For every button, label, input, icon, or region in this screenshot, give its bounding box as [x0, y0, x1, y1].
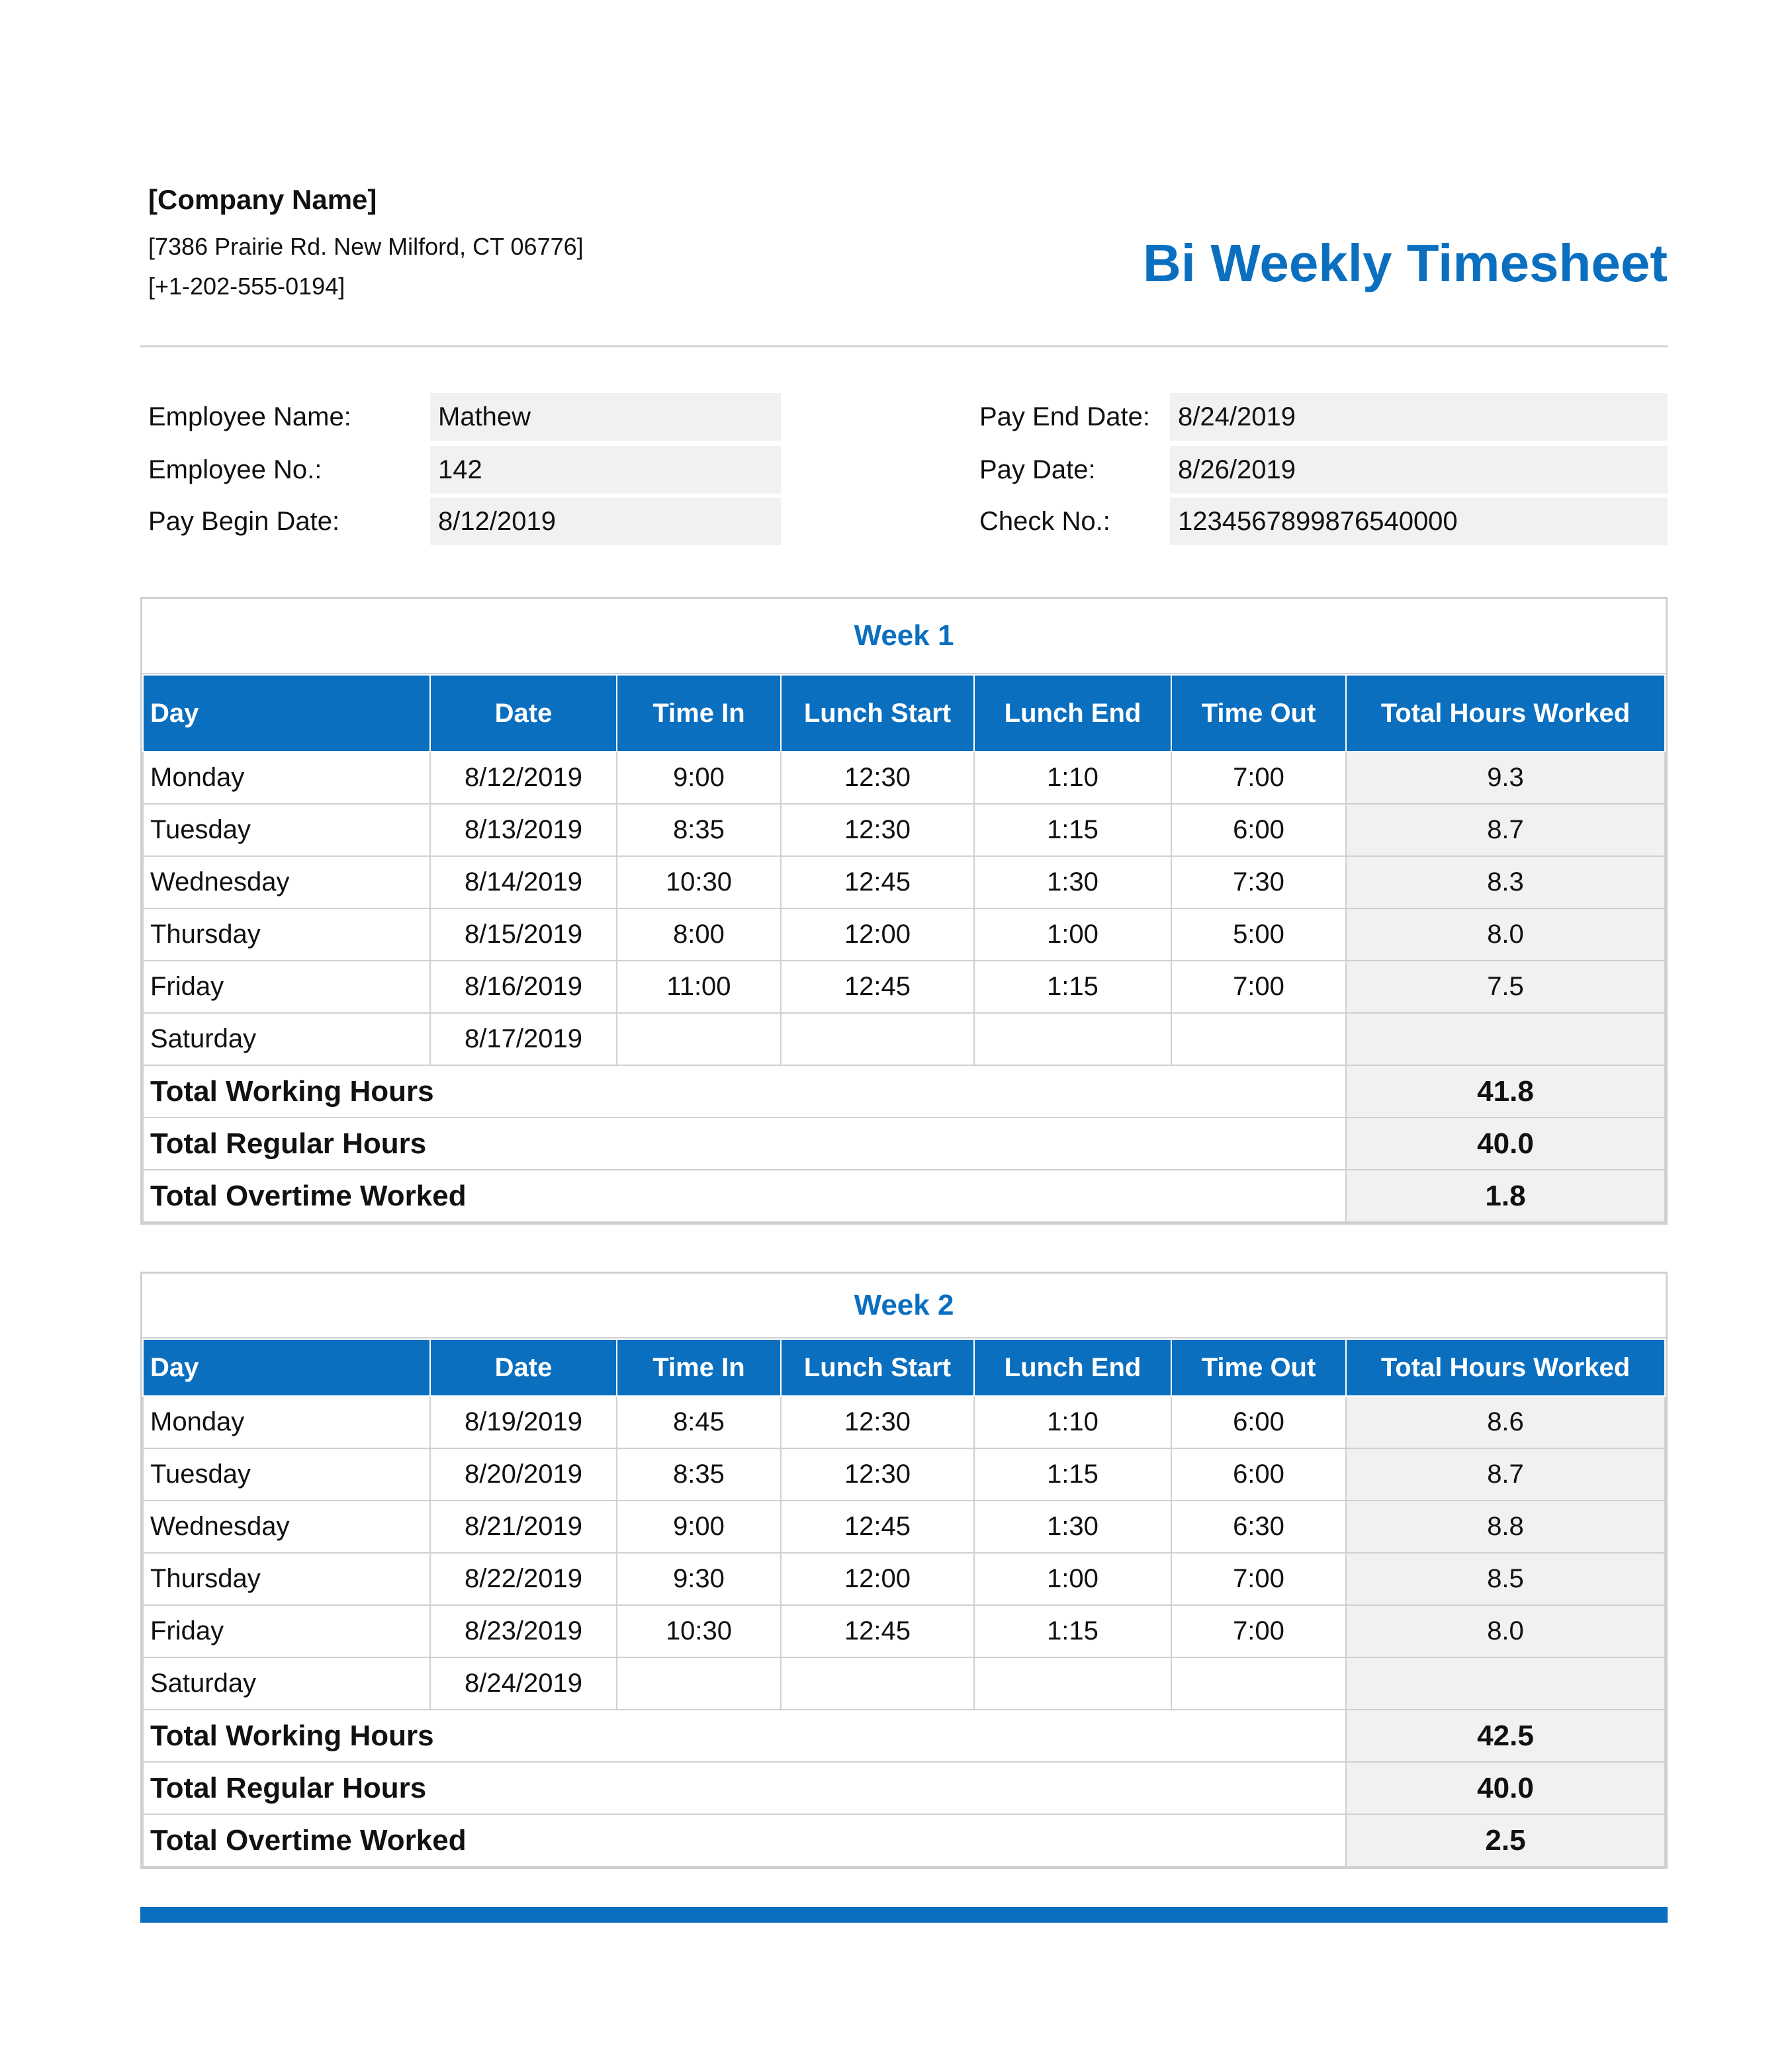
week-1-table — [142, 674, 1666, 1223]
date-cell[interactable]: 8/22/2019 — [430, 1553, 617, 1605]
pay-end-field[interactable]: 8/24/2019 — [1170, 393, 1668, 441]
col-header-time-in: Time In — [617, 1339, 781, 1396]
col-header-lunch-end: Lunch End — [974, 1339, 1171, 1396]
date-cell[interactable]: 8/21/2019 — [430, 1501, 617, 1553]
week-title: Week 2 — [142, 1274, 1666, 1338]
total-hours-cell: 8.5 — [1346, 1553, 1665, 1605]
summary-row — [143, 1170, 1665, 1222]
time-out-cell[interactable]: 6:00 — [1171, 1396, 1346, 1448]
time-in-cell[interactable]: 11:00 — [617, 961, 781, 1013]
lunch-end-cell[interactable]: 1:15 — [974, 804, 1171, 856]
table-row — [143, 1013, 1665, 1065]
lunch-start-cell[interactable] — [781, 1013, 974, 1065]
check-no-label: Check No.: — [979, 507, 1110, 536]
company-phone: [+1-202-555-0194] — [148, 273, 345, 300]
time-out-cell[interactable]: 7:00 — [1171, 961, 1346, 1013]
total-hours-cell: 8.0 — [1346, 1605, 1665, 1657]
lunch-start-cell[interactable]: 12:00 — [781, 908, 974, 961]
col-header-total-hours: Total Hours Worked — [1346, 1339, 1665, 1396]
day-cell: Thursday — [143, 1553, 430, 1605]
date-cell[interactable]: 8/23/2019 — [430, 1605, 617, 1657]
lunch-start-cell[interactable]: 12:45 — [781, 1605, 974, 1657]
total-overtime-label: Total Overtime Worked — [143, 1814, 1346, 1866]
employee-no-label: Employee No.: — [148, 455, 322, 484]
total-regular-hours-label: Total Regular Hours — [143, 1762, 1346, 1814]
time-out-cell[interactable]: 7:00 — [1171, 1605, 1346, 1657]
company-name: [Company Name] — [148, 184, 377, 215]
pay-begin-label: Pay Begin Date: — [148, 507, 340, 536]
total-hours-cell: 8.7 — [1346, 804, 1665, 856]
lunch-end-cell[interactable]: 1:30 — [974, 856, 1171, 908]
summary-row — [143, 1762, 1665, 1814]
time-in-cell[interactable]: 9:00 — [617, 1501, 781, 1553]
table-row — [143, 804, 1665, 856]
col-header-day: Day — [143, 1339, 430, 1396]
lunch-end-cell[interactable]: 1:30 — [974, 1501, 1171, 1553]
time-out-cell[interactable]: 7:00 — [1171, 752, 1346, 804]
week-title: Week 1 — [142, 599, 1666, 674]
time-out-cell[interactable]: 5:00 — [1171, 908, 1346, 961]
week-1-section — [140, 597, 1668, 1225]
time-out-cell[interactable]: 7:30 — [1171, 856, 1346, 908]
total-working-hours-value: 41.8 — [1346, 1065, 1665, 1117]
lunch-end-cell[interactable]: 1:00 — [974, 908, 1171, 961]
time-in-cell[interactable] — [617, 1657, 781, 1710]
lunch-start-cell[interactable]: 12:30 — [781, 1448, 974, 1501]
col-header-time-in: Time In — [617, 675, 781, 752]
total-overtime-value: 2.5 — [1346, 1814, 1665, 1866]
total-working-hours-label: Total Working Hours — [143, 1065, 1346, 1117]
table-row — [143, 1553, 1665, 1605]
total-hours-cell — [1346, 1013, 1665, 1065]
time-in-cell[interactable]: 10:30 — [617, 856, 781, 908]
time-in-cell[interactable]: 8:35 — [617, 804, 781, 856]
date-cell[interactable]: 8/20/2019 — [430, 1448, 617, 1501]
day-cell: Saturday — [143, 1657, 430, 1710]
lunch-start-cell[interactable]: 12:30 — [781, 804, 974, 856]
lunch-start-cell[interactable]: 12:45 — [781, 856, 974, 908]
date-cell[interactable]: 8/16/2019 — [430, 961, 617, 1013]
table-row — [143, 1605, 1665, 1657]
table-row — [143, 856, 1665, 908]
total-hours-cell: 8.6 — [1346, 1396, 1665, 1448]
date-cell[interactable]: 8/12/2019 — [430, 752, 617, 804]
summary-row — [143, 1065, 1665, 1117]
footer-accent-bar — [140, 1907, 1668, 1923]
total-hours-cell: 7.5 — [1346, 961, 1665, 1013]
employee-no-field[interactable]: 142 — [430, 446, 781, 494]
lunch-end-cell[interactable]: 1:10 — [974, 752, 1171, 804]
table-row — [143, 1448, 1665, 1501]
day-cell: Thursday — [143, 908, 430, 961]
lunch-end-cell[interactable]: 1:15 — [974, 1605, 1171, 1657]
col-header-time-out: Time Out — [1171, 1339, 1346, 1396]
total-hours-cell: 8.7 — [1346, 1448, 1665, 1501]
week-2-section — [140, 1272, 1668, 1869]
total-regular-hours-value: 40.0 — [1346, 1117, 1665, 1170]
total-hours-cell: 8.8 — [1346, 1501, 1665, 1553]
employee-name-field[interactable]: Mathew — [430, 393, 781, 441]
table-row — [143, 1501, 1665, 1553]
check-no-field[interactable]: 1234567899876540000 — [1170, 498, 1668, 545]
pay-date-label: Pay Date: — [979, 455, 1096, 484]
lunch-start-cell[interactable]: 12:45 — [781, 1501, 974, 1553]
day-cell: Monday — [143, 1396, 430, 1448]
table-row — [143, 908, 1665, 961]
pay-begin-field[interactable]: 8/12/2019 — [430, 498, 781, 545]
page-title: Bi Weekly Timesheet — [1143, 234, 1668, 292]
lunch-end-cell[interactable]: 1:00 — [974, 1553, 1171, 1605]
time-out-cell[interactable]: 6:00 — [1171, 1448, 1346, 1501]
time-out-cell[interactable]: 6:30 — [1171, 1501, 1346, 1553]
total-hours-cell — [1346, 1657, 1665, 1710]
time-in-cell[interactable]: 8:45 — [617, 1396, 781, 1448]
total-working-hours-label: Total Working Hours — [143, 1710, 1346, 1762]
time-out-cell[interactable] — [1171, 1657, 1346, 1710]
day-cell: Tuesday — [143, 804, 430, 856]
day-cell: Tuesday — [143, 1448, 430, 1501]
total-overtime-value: 1.8 — [1346, 1170, 1665, 1222]
time-in-cell[interactable]: 9:30 — [617, 1553, 781, 1605]
lunch-end-cell[interactable] — [974, 1013, 1171, 1065]
date-cell[interactable]: 8/19/2019 — [430, 1396, 617, 1448]
employee-name-label: Employee Name: — [148, 402, 351, 431]
time-out-cell[interactable]: 7:00 — [1171, 1553, 1346, 1605]
table-row — [143, 1657, 1665, 1710]
summary-row — [143, 1117, 1665, 1170]
total-regular-hours-label: Total Regular Hours — [143, 1117, 1346, 1170]
lunch-end-cell[interactable]: 1:15 — [974, 1448, 1171, 1501]
col-header-total-hours: Total Hours Worked — [1346, 675, 1665, 752]
total-overtime-label: Total Overtime Worked — [143, 1170, 1346, 1222]
pay-end-label: Pay End Date: — [979, 402, 1150, 431]
time-in-cell[interactable]: 10:30 — [617, 1605, 781, 1657]
lunch-end-cell[interactable] — [974, 1657, 1171, 1710]
date-cell[interactable]: 8/13/2019 — [430, 804, 617, 856]
table-row — [143, 1396, 1665, 1448]
col-header-day: Day — [143, 675, 430, 752]
total-hours-cell: 8.3 — [1346, 856, 1665, 908]
lunch-start-cell[interactable]: 12:45 — [781, 961, 974, 1013]
summary-row — [143, 1710, 1665, 1762]
date-cell[interactable]: 8/14/2019 — [430, 856, 617, 908]
lunch-start-cell[interactable]: 12:00 — [781, 1553, 974, 1605]
day-cell: Wednesday — [143, 1501, 430, 1553]
day-cell: Saturday — [143, 1013, 430, 1065]
time-in-cell[interactable]: 8:00 — [617, 908, 781, 961]
header-row — [143, 675, 1665, 752]
day-cell: Monday — [143, 752, 430, 804]
date-cell[interactable]: 8/15/2019 — [430, 908, 617, 961]
lunch-end-cell[interactable]: 1:10 — [974, 1396, 1171, 1448]
header-row — [143, 1339, 1665, 1396]
time-out-cell[interactable]: 6:00 — [1171, 804, 1346, 856]
total-hours-cell: 8.0 — [1346, 908, 1665, 961]
time-out-cell[interactable] — [1171, 1013, 1346, 1065]
lunch-end-cell[interactable]: 1:15 — [974, 961, 1171, 1013]
summary-row — [143, 1814, 1665, 1866]
date-cell[interactable]: 8/24/2019 — [430, 1657, 617, 1710]
col-header-lunch-end: Lunch End — [974, 675, 1171, 752]
header-divider — [140, 345, 1668, 347]
pay-date-field[interactable]: 8/26/2019 — [1170, 446, 1668, 494]
day-cell: Wednesday — [143, 856, 430, 908]
lunch-start-cell[interactable] — [781, 1657, 974, 1710]
lunch-start-cell[interactable]: 12:30 — [781, 1396, 974, 1448]
col-header-lunch-start: Lunch Start — [781, 675, 974, 752]
col-header-date: Date — [430, 675, 617, 752]
time-in-cell[interactable] — [617, 1013, 781, 1065]
col-header-time-out: Time Out — [1171, 675, 1346, 752]
total-hours-cell: 9.3 — [1346, 752, 1665, 804]
table-row — [143, 961, 1665, 1013]
col-header-lunch-start: Lunch Start — [781, 1339, 974, 1396]
total-working-hours-value: 42.5 — [1346, 1710, 1665, 1762]
time-in-cell[interactable]: 8:35 — [617, 1448, 781, 1501]
total-regular-hours-value: 40.0 — [1346, 1762, 1665, 1814]
table-row — [143, 752, 1665, 804]
time-in-cell[interactable]: 9:00 — [617, 752, 781, 804]
week-2-table — [142, 1338, 1666, 1867]
company-address: [7386 Prairie Rd. New Milford, CT 06776] — [148, 233, 584, 260]
col-header-date: Date — [430, 1339, 617, 1396]
day-cell: Friday — [143, 961, 430, 1013]
day-cell: Friday — [143, 1605, 430, 1657]
date-cell[interactable]: 8/17/2019 — [430, 1013, 617, 1065]
lunch-start-cell[interactable]: 12:30 — [781, 752, 974, 804]
